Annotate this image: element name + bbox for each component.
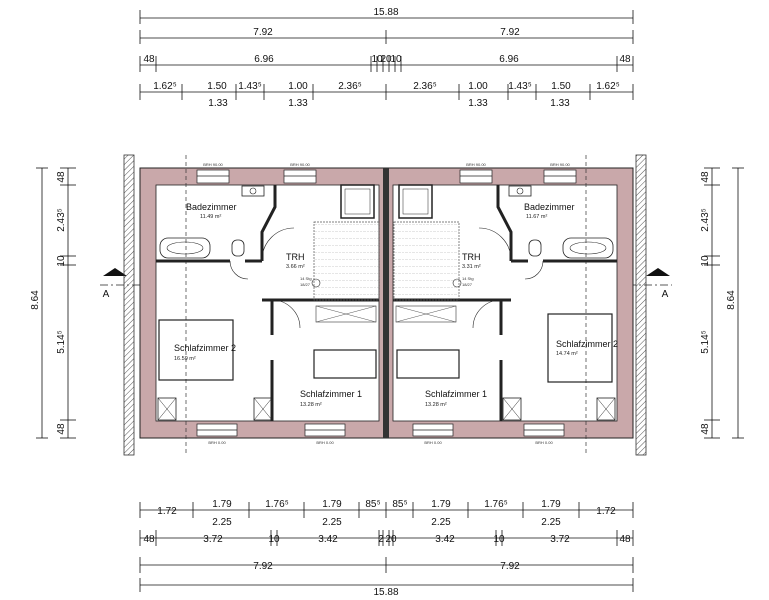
top-row4-7: 1.43⁵	[508, 81, 532, 92]
bottom-row3-8: 3.72	[550, 534, 570, 545]
top-row4-4: 2.36⁵	[338, 81, 362, 92]
top-row5-0: 1.33	[208, 98, 228, 109]
section-label-left: A	[102, 289, 110, 300]
bottom-row3-2: 10	[268, 534, 280, 545]
top-row4-8: 1.50	[551, 81, 571, 92]
brh-label-l1: BRH 90.00	[203, 162, 223, 167]
top-row4-6: 1.00	[468, 81, 488, 92]
roof-edge-right	[636, 155, 646, 455]
section-marker-right-icon	[646, 268, 670, 276]
top-row4-2: 1.43⁵	[238, 81, 262, 92]
bottom-dimensions	[140, 502, 633, 592]
top-row4-0: 1.62⁵	[153, 81, 177, 92]
bottom-total-label: 15.88	[373, 587, 399, 598]
bottom-row3-5: 20	[385, 534, 397, 545]
top-row3-3: 20	[380, 54, 392, 65]
bottom-row1-1: 1.79	[212, 499, 232, 510]
bottom-row3-4: 2	[378, 534, 384, 545]
top-row5-1: 1.33	[288, 98, 308, 109]
left-bed2-area: 16.59 m²	[174, 356, 196, 362]
left-seg-2: 10	[56, 255, 67, 267]
brh-label-r3: BRH 0.00	[424, 440, 442, 445]
bottom-row3-0: 48	[143, 534, 155, 545]
right-seg-2: 10	[700, 255, 711, 267]
right-seg-1: 2.43⁵	[700, 208, 711, 232]
bottom-row1-3: 1.79	[322, 499, 342, 510]
top-half-left-label: 7.92	[253, 27, 273, 38]
bottom-row1-0: 1.72	[157, 506, 177, 517]
bottom-row1-2: 1.76⁵	[265, 499, 289, 510]
right-bed1-area: 13.28 m²	[425, 402, 447, 408]
left-total-label: 8.64	[30, 290, 41, 310]
left-seg-4: 48	[56, 423, 67, 435]
bottom-half-right-label: 7.92	[500, 561, 520, 572]
bottom-row2-3: 2.25	[541, 517, 561, 528]
right-trh-area: 3.31 m²	[462, 264, 481, 270]
top-row5-2: 1.33	[468, 98, 488, 109]
right-bed2-name: Schlafzimmer 2	[556, 339, 619, 349]
left-bed1-name: Schlafzimmer 1	[300, 389, 363, 399]
left-seg-0: 48	[56, 171, 67, 183]
top-row4-1: 1.50	[207, 81, 227, 92]
section-marker-left-icon	[103, 268, 127, 276]
right-bath-name: Badezimmer	[524, 202, 575, 212]
brh-label-r4: BRH 0.00	[535, 440, 553, 445]
bottom-row2-2: 2.25	[431, 517, 451, 528]
top-row4-3: 1.00	[288, 81, 308, 92]
top-row3-4: 10	[390, 54, 402, 65]
top-row3-5: 6.96	[499, 54, 519, 65]
top-row5-3: 1.33	[550, 98, 570, 109]
brh-label-r1: BRH 90.00	[466, 162, 486, 167]
right-total-label: 8.64	[726, 290, 737, 310]
right-seg-4: 48	[700, 423, 711, 435]
left-seg-3: 5.14⁵	[56, 330, 67, 354]
bottom-row3-7: 10	[493, 534, 505, 545]
top-row3-1: 6.96	[254, 54, 274, 65]
bottom-row3-9: 48	[619, 534, 631, 545]
brh-label-l2: BRH 90.00	[290, 162, 310, 167]
bottom-row1-6: 1.79	[431, 499, 451, 510]
right-bath-area: 11.67 m²	[526, 214, 548, 220]
right-trh-steps: 14 Stg	[462, 276, 474, 281]
bottom-row1-9: 1.72	[596, 506, 616, 517]
left-seg-1: 2.43⁵	[56, 208, 67, 232]
left-bath-area: 11.49 m²	[200, 214, 222, 220]
top-row3-0: 48	[143, 54, 155, 65]
left-trh-rise: 18/27	[300, 282, 311, 287]
bottom-half-left-label: 7.92	[253, 561, 273, 572]
left-bed2-name: Schlafzimmer 2	[174, 343, 237, 353]
section-label-right: A	[661, 289, 669, 300]
bottom-row1-4: 85⁵	[365, 499, 381, 510]
right-trh-rise: 18/27	[462, 282, 473, 287]
top-row4-9: 1.62⁵	[596, 81, 620, 92]
brh-label-r2: BRH 90.00	[550, 162, 570, 167]
left-trh-steps: 14 Stg	[300, 276, 312, 281]
bottom-row2-0: 2.25	[212, 517, 232, 528]
bottom-row3-1: 3.72	[203, 534, 223, 545]
bottom-row1-8: 1.79	[541, 499, 561, 510]
brh-label-l3: BRH 0.00	[208, 440, 226, 445]
left-bed1-area: 13.28 m²	[300, 402, 322, 408]
right-seg-0: 48	[700, 171, 711, 183]
left-bath-name: Badezimmer	[186, 202, 237, 212]
left-trh-area: 3.66 m²	[286, 264, 305, 270]
bottom-row3-6: 3.42	[435, 534, 455, 545]
top-row3-6: 48	[619, 54, 631, 65]
top-half-right-label: 7.92	[500, 27, 520, 38]
right-trh-name: TRH	[462, 252, 481, 262]
bottom-row1-5: 85⁵	[392, 499, 408, 510]
bottom-row3-3: 3.42	[318, 534, 338, 545]
right-bed2-area: 14.74 m²	[556, 351, 578, 357]
bottom-row2-1: 2.25	[322, 517, 342, 528]
right-seg-3: 5.14⁵	[700, 330, 711, 354]
left-trh-name: TRH	[286, 252, 305, 262]
bottom-row1-7: 1.76⁵	[484, 499, 508, 510]
top-row3-2: 10	[371, 54, 383, 65]
top-total-label: 15.88	[373, 7, 399, 18]
roof-edge-left	[124, 155, 134, 455]
right-bed1-name: Schlafzimmer 1	[425, 389, 488, 399]
top-row4-5: 2.36⁵	[413, 81, 437, 92]
brh-label-l4: BRH 0.00	[316, 440, 334, 445]
